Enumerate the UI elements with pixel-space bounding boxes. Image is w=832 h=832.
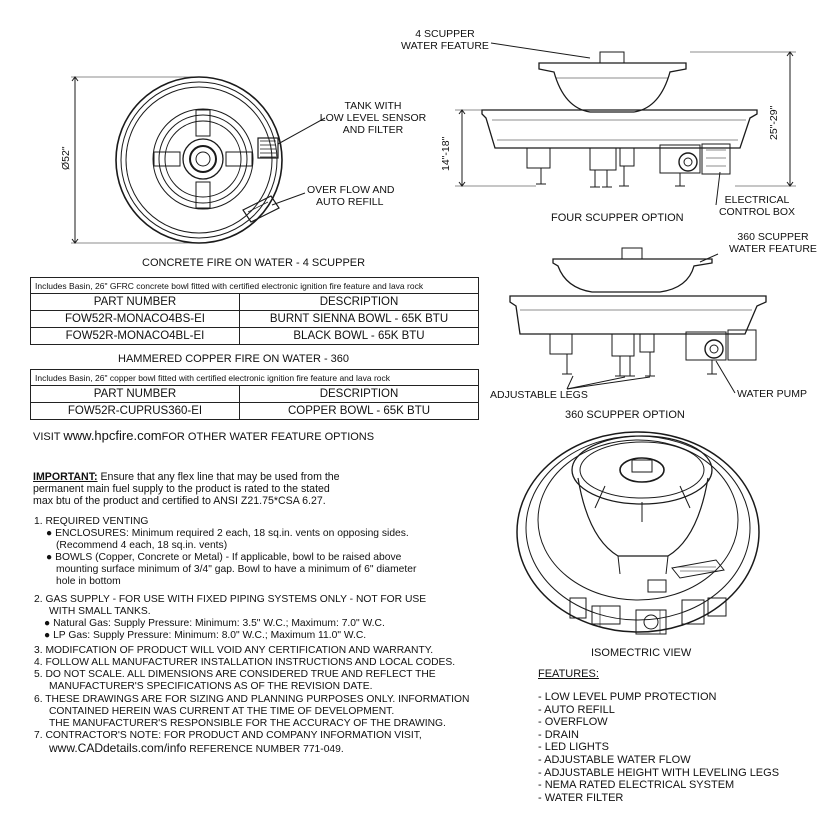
part-number-cell: FOW52R-MONACO4BS-EI <box>31 311 240 328</box>
note-1: 1. REQUIRED VENTING <box>34 516 149 527</box>
note-1d: mounting surface minimum of 3/4" gap. Bowl to have a minimum of 6" diameter <box>56 564 417 575</box>
height-14-18-dimension-label: 14"-18" <box>440 136 452 171</box>
list-item: - NEMA RATED ELECTRICAL SYSTEM <box>538 779 735 792</box>
height-25-29-dimension-label: 25"-29" <box>768 105 780 140</box>
list-item: - LOW LEVEL PUMP PROTECTION <box>538 691 717 703</box>
note-1a: ● ENCLOSURES: Minimum required 2 each, 18 sq.in. vents on opposing sides. <box>46 528 409 539</box>
label-line: 360 SCUPPER <box>737 231 809 243</box>
note-2d: ● LP Gas: Supply Pressure: Minimum: 8.0" W.C.; Maximum 11.0" W.C. <box>44 630 367 641</box>
note-6c: THE MANUFACTURER'S RESPONSIBLE FOR THE ACCURACY OF THE DRAWING. <box>49 718 446 729</box>
part-number-cell: FOW52R-MONACO4BL-EI <box>31 328 240 345</box>
label-line: AND FILTER <box>342 124 404 136</box>
important-line-3: max btu of the product and certified to ANSI Z21.75*CSA 6.27. <box>33 495 326 508</box>
visit-suffix: FOR OTHER WATER FEATURE OPTIONS <box>161 431 375 443</box>
note-1b: (Recommend 4 each, 18 sq.in. vents) <box>56 540 228 551</box>
important-text: Ensure that any flex line that may be used from the <box>97 471 340 483</box>
part-number-header: PART NUMBER <box>31 386 240 403</box>
adjustable-legs-label: ADJUSTABLE LEGS <box>490 389 588 401</box>
important-line-2: permanent main fuel supply to the product is rated to the stated <box>33 483 330 496</box>
note-1c: ● BOWLS (Copper, Concrete or Metal) - If applicable, bowl to be raised above <box>46 552 402 563</box>
list-item: - LED LIGHTS <box>538 741 609 754</box>
water-pump-label: WATER PUMP <box>737 388 807 400</box>
label-line: OVER FLOW AND <box>307 184 395 196</box>
features-list <box>538 691 779 804</box>
360-scupper-water-feature-label <box>718 231 828 255</box>
label-line: LOW LEVEL SENSOR <box>319 112 427 124</box>
list-item: - ADJUSTABLE WATER FLOW <box>538 753 691 766</box>
note-5b: MANUFACTURER'S SPECIFICATIONS AS OF THE REVISION DATE. <box>49 681 373 692</box>
note-5: 5. DO NOT SCALE. ALL DIMENSIONS ARE CONSIDERED TRUE AND REFLECT THE <box>34 669 436 680</box>
note-3: 3. MODIFCATION OF PRODUCT WILL VOID ANY CERTIFICATION AND WARRANTY. <box>34 645 434 656</box>
label-line: ELECTRICAL <box>724 194 790 206</box>
description-header: DESCRIPTION <box>240 386 479 403</box>
part-number-header: PART NUMBER <box>31 294 240 311</box>
caddetails-link[interactable]: www.CADdetails.com/info <box>49 741 187 755</box>
description-header: DESCRIPTION <box>240 294 479 311</box>
note-2c: ● Natural Gas: Supply Pressure: Minimum: 3.5" W.C.; Maximum: 7.0" W.C. <box>44 618 385 629</box>
description-cell: COPPER BOWL - 65K BTU <box>240 403 479 420</box>
note-6: 6. THESE DRAWINGS ARE FOR SIZING AND PLANNING PURPOSES ONLY. INFORMATION <box>34 694 470 705</box>
note-7: 7. CONTRACTOR'S NOTE: FOR PRODUCT AND COMPANY INFORMATION VISIT, <box>34 730 422 741</box>
visit-prefix: VISIT <box>33 431 64 443</box>
description-cell: BURNT SIENNA BOWL - 65K BTU <box>240 311 479 328</box>
list-item: - ADJUSTABLE HEIGHT WITH LEVELING LEGS <box>538 766 780 779</box>
note-7-reference <box>49 743 344 756</box>
label-line: AUTO REFILL <box>316 196 384 208</box>
hpcfire-link[interactable]: www.hpcfire.com <box>63 428 162 443</box>
note-1e: hole in bottom <box>56 576 121 587</box>
note-2: 2. GAS SUPPLY - FOR USE WITH FIXED PIPING SYSTEMS ONLY - NOT FOR USE <box>34 594 427 605</box>
isometric-view-drawing <box>517 432 759 634</box>
360-scupper-option-caption: 360 SCUPPER OPTION <box>565 409 685 421</box>
list-item: - OVERFLOW <box>538 716 608 729</box>
electrical-control-box-label <box>707 194 807 218</box>
label-line: CONTROL BOX <box>718 206 796 218</box>
label-line: WATER FEATURE <box>729 243 817 255</box>
list-item: - DRAIN <box>538 728 579 741</box>
four-scupper-elevation-drawing <box>455 43 796 205</box>
note-6b: CONTAINED HEREIN WAS CURRENT AT THE TIME OF DEVELOPMENT. <box>49 706 395 717</box>
list-item: - WATER FILTER <box>538 791 624 804</box>
includes-note: Includes Basin, 26" GFRC concrete bowl fitted with certified electronic ignition fire feature and lava rock <box>31 278 479 294</box>
label-line: WATER FEATURE <box>401 40 489 52</box>
concrete-section-title: CONCRETE FIRE ON WATER - 4 SCUPPER <box>142 257 366 269</box>
description-cell: BLACK BOWL - 65K BTU <box>240 328 479 345</box>
note-2b: WITH SMALL TANKS. <box>49 606 151 617</box>
reference-number: REFERENCE NUMBER 771-049. <box>186 744 344 755</box>
features-heading: FEATURES: <box>538 668 599 680</box>
note-4: 4. FOLLOW ALL MANUFACTURER INSTALLATION INSTRUCTIONS AND LOCAL CODES. <box>34 657 456 668</box>
includes-note: Includes Basin, 26" copper bowl fitted with certified electronic ignition fire feature and lava rock <box>31 370 479 386</box>
isometric-view-caption: ISOMECTRIC VIEW <box>591 647 692 659</box>
four-scupper-option-caption: FOUR SCUPPER OPTION <box>551 212 684 224</box>
label-line: 4 SCUPPER <box>415 28 475 40</box>
diameter-dimension-label: Ø52" <box>60 146 72 170</box>
important-heading: IMPORTANT: <box>33 471 98 483</box>
notes-block <box>34 0 504 832</box>
copper-section-title: HAMMERED COPPER FIRE ON WATER - 360 <box>118 353 350 365</box>
part-number-cell: FOW52R-CUPRUS360-EI <box>31 403 240 420</box>
360-scupper-elevation-drawing <box>510 248 766 393</box>
label-line: TANK WITH <box>344 100 402 112</box>
list-item: - AUTO REFILL <box>538 703 615 716</box>
